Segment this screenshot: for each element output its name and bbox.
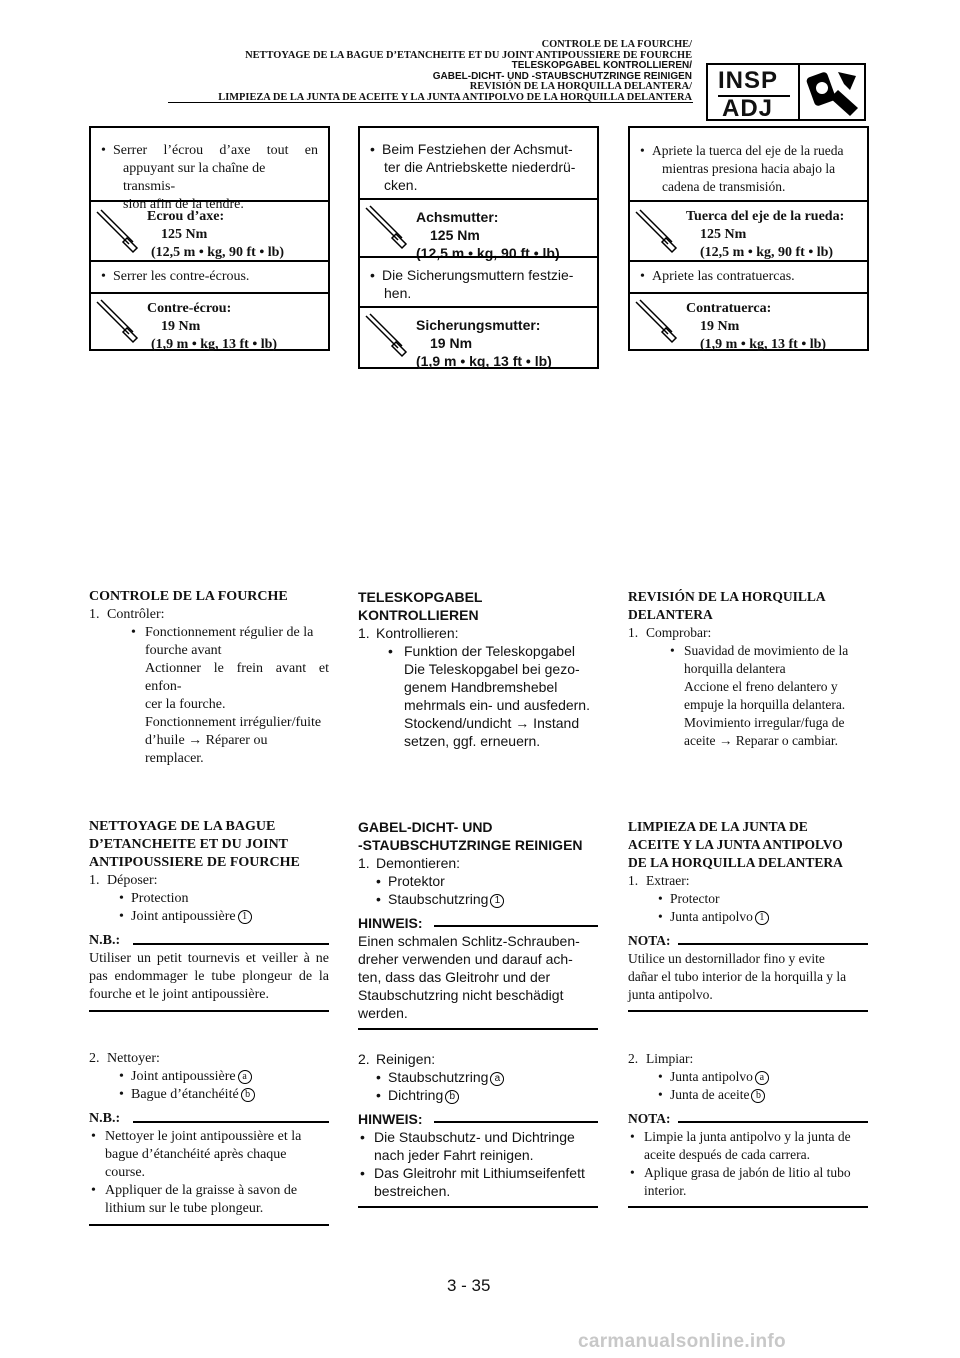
callout-b: b bbox=[445, 1090, 459, 1104]
header-line: LIMPIEZA DE LA JUNTA DE ACEITE Y LA JUNTA ANTIPOLVO DE LA HORQUILLA DELANTERA bbox=[218, 91, 692, 103]
torque-instruction: • Serrer l’écrou d’axe tout en appuyant sur la chaîne de transmis- sion afin de la tendre. bbox=[91, 142, 328, 214]
header-line: TELESKOPGABEL KONTROLLIEREN/ bbox=[511, 60, 692, 72]
note-heading: HINWEIS: bbox=[358, 1111, 423, 1127]
callout-1: 1 bbox=[490, 894, 504, 908]
torque-spec: Sicherungsmutter: 19 Nm (1,9 m • kg, 13 ft • lb) bbox=[416, 317, 552, 369]
check-section-fr: CONTROLE DE LA FOURCHE 1. Contrôler: • Fonctionnement régulier de la fourche avant Actionner le frein avant et enfon- cer la fourche. Fonctionnement irrégulier/fuite d’huile → Réparer ou remplacer. bbox=[89, 589, 329, 766]
list-item: Protector bbox=[670, 891, 720, 906]
header-line: GABEL-DICHT- UND -STAUBSCHUTZRINGE REINIGEN bbox=[432, 70, 692, 82]
badge-separator bbox=[798, 65, 800, 119]
clean-section-de: GABEL-DICHT- UND -STAUBSCHUTZRINGE REINIGEN 1. Demontieren: • Protektor • Staubschutzring 1 HINWEIS: Einen schmalen Schlitz-Schrauben- dreher verwenden und darauf ach- ten, dass das Gleitrohr und der Staubschutzring nicht beschädigt werden. 2. Reinigen: • Staubschutzring a • Dichtring b HINWEIS: • Die Staubschutz- und Dichtringe nach jeder Fahrt reinigen. • Das Gleitrohr mit Lithiumseifenfett bestreichen. bbox=[358, 818, 598, 1208]
torque-instruction: • Apriete la tuerca del eje de la rueda mientras presiona hacia abajo la cadena de transmisión. bbox=[630, 142, 867, 196]
torque-box-es bbox=[628, 126, 869, 351]
check-section-de: TELESKOPGABEL KONTROLLIEREN 1. Kontrollieren: • Funktion der Teleskopgabel Die Teleskopgabel bei gezo- genem Handbremshebel mehrmals ein- und ausfedern. Stockend/undicht → Instand setzen, ggf. erneuern. bbox=[358, 588, 598, 750]
list-item: Junta antipolvo bbox=[670, 909, 753, 924]
list-item: Protection bbox=[131, 891, 189, 906]
torque-instruction: • Beim Festziehen der Achsmut- ter die Antriebskette niederdrü- cken. bbox=[360, 140, 597, 194]
header-rule bbox=[168, 102, 693, 103]
torque-wrench-icon bbox=[634, 208, 682, 254]
torque-box-de bbox=[358, 126, 599, 369]
note-heading: NOTA: bbox=[628, 1111, 671, 1126]
torque-wrench-icon bbox=[95, 208, 143, 254]
torque-box-fr bbox=[89, 126, 330, 351]
list-item: Staubschutzring bbox=[388, 1069, 489, 1085]
header-line: CONTROLE DE LA FOURCHE/ bbox=[541, 39, 692, 50]
list-item: Protektor bbox=[388, 873, 445, 889]
note-rule bbox=[89, 1010, 329, 1012]
step-label: Contrôler: bbox=[107, 607, 165, 622]
page-header bbox=[218, 40, 692, 104]
step-label: Kontrollieren: bbox=[376, 625, 459, 641]
torque-instruction: • Apriete las contratuercas. bbox=[630, 268, 867, 286]
clean-section-es: LIMPIEZA DE LA JUNTA DE ACEITE Y LA JUNTA ANTIPOLVO DE LA HORQUILLA DELANTERA 1. Extraer: • Protector • Junta antipolvo 1 NOTA: Utilice un destornillador fino y evite dañar el tubo interior de la horquilla y la junta antipolvo. 2. Limpiar: • Junta antipolvo a • Junta de aceite b NOTA: • Limpie la junta antipolvo y la junta de aceite después de cada carrera. • Aplique grasa de jabón de litio al tubo interior. bbox=[628, 818, 868, 1208]
check-section-es: REVISIÓN DE LA HORQUILLA DELANTERA 1. Comprobar: • Suavidad de movimiento de la horquilla delantera Accione el freno delantero y empuje la horquilla delantera. Movimiento irregular/fuga de aceite → Reparar o cambiar. bbox=[628, 588, 868, 750]
note-text: Utiliser un petit tournevis et veiller à ne pas endommager le tube plongeur de la fourche et le joint antipoussière. bbox=[89, 951, 329, 1002]
list-item: Staubschutzring bbox=[388, 891, 489, 907]
note-heading: HINWEIS: bbox=[358, 915, 423, 931]
callout-b: b bbox=[241, 1088, 255, 1102]
badge-insp: INSP bbox=[718, 67, 779, 94]
section-badge bbox=[706, 63, 866, 121]
torque-wrench-icon bbox=[95, 298, 143, 344]
list-item: Junta antipolvo bbox=[670, 1069, 753, 1084]
header-line: REVISIÓN DE LA HORQUILLA DELANTERA/ bbox=[469, 81, 692, 93]
section-title: LIMPIEZA DE LA JUNTA DE bbox=[628, 819, 808, 834]
list-item: Bague d’étanchéité bbox=[131, 1087, 239, 1102]
list-item: Joint antipoussière bbox=[131, 909, 236, 924]
list-item: Funktion der Teleskopgabel bbox=[404, 643, 575, 659]
list-item: Dichtring bbox=[388, 1087, 444, 1103]
torque-spec: Contratuerca: 19 Nm (1,9 m • kg, 13 ft • lb) bbox=[686, 301, 827, 352]
section-title: CONTROLE DE LA FOURCHE bbox=[89, 589, 288, 604]
page-number: 3 - 35 bbox=[447, 1276, 491, 1295]
note-rule bbox=[628, 1206, 868, 1208]
callout-a: a bbox=[238, 1070, 252, 1084]
section-title: NETTOYAGE DE LA BAGUE bbox=[89, 819, 276, 834]
note-text: • Limpie la junta antipolvo y la junta de aceite después de cada carrera. • Aplique grasa de jabón de litio al tubo interior. bbox=[630, 1129, 851, 1198]
list-item: Joint antipoussière bbox=[131, 1069, 236, 1084]
note-rule bbox=[358, 1028, 598, 1030]
note-rule bbox=[89, 1224, 329, 1226]
callout-b: b bbox=[751, 1089, 765, 1103]
torque-wrench-icon bbox=[364, 312, 412, 358]
note-rule bbox=[358, 1206, 598, 1208]
torque-spec: Achsmutter: 125 Nm (12,5 m • kg, 90 ft • lb) bbox=[416, 209, 560, 261]
list-item: Fonctionnement régulier de la bbox=[145, 625, 314, 640]
torque-spec: Tuerca del eje de la rueda: 125 Nm (12,5 m • kg, 90 ft • lb) bbox=[686, 209, 845, 260]
note-rule bbox=[628, 1010, 868, 1012]
note-text: • Nettoyer le joint antipoussière et la bague d’étanchéité après chaque course. • Appliquer de la graisse à savon de lithium sur le tube plongeur. bbox=[91, 1129, 302, 1216]
torque-wrench-icon bbox=[364, 204, 412, 250]
step-label: Comprobar: bbox=[646, 625, 712, 640]
note-heading: N.B.: bbox=[89, 1111, 121, 1126]
section-title: GABEL-DICHT- UND bbox=[358, 819, 493, 835]
note-heading: N.B.: bbox=[89, 933, 121, 948]
list-item: Suavidad de movimiento de la bbox=[684, 643, 849, 658]
torque-spec: Contre-écrou: 19 Nm (1,9 m • kg, 13 ft • lb) bbox=[147, 301, 278, 352]
torque-instruction: • Die Sicherungsmuttern festzie- hen. bbox=[360, 266, 597, 302]
section-title: TELESKOPGABEL bbox=[358, 589, 483, 605]
wrench-icon bbox=[804, 68, 862, 118]
badge-adj: ADJ bbox=[722, 95, 774, 122]
torque-instruction: • Serrer les contre-écrous. bbox=[91, 268, 328, 286]
header-line: NETTOYAGE DE LA BAGUE D’ETANCHEITE ET DU JOINT ANTIPOUSSIERE DE FOURCHE bbox=[245, 49, 692, 61]
section-title: REVISIÓN DE LA HORQUILLA bbox=[628, 589, 826, 604]
note-text: Einen schmalen Schlitz-Schrauben- dreher verwenden und darauf ach- ten, dass das Gleitrohr und der Staubschutzring nicht beschädigt werden. bbox=[358, 933, 580, 1021]
watermark: carmanualsonline.info bbox=[578, 1331, 786, 1352]
clean-section-fr: NETTOYAGE DE LA BAGUE D’ETANCHEITE ET DU JOINT ANTIPOUSSIERE DE FOURCHE 1. Déposer: • Protection • Joint antipoussière 1 N.B.: Utiliser un petit tournevis et veiller à ne pas endommager le tube plongeur de la fourche et le joint antipoussière. 2. Nettoyer: • Joint antipoussière a • Bague d’étanchéité b N.B.: • Nettoyer le joint antipoussière et la bague d’étanchéité après chaque course. • Appliquer de la graisse à savon de lithium sur le tube plongeur. bbox=[89, 818, 329, 1226]
callout-a: a bbox=[755, 1071, 769, 1085]
torque-spec: Ecrou d’axe: 125 Nm (12,5 m • kg, 90 ft • lb) bbox=[147, 209, 285, 260]
callout-a: a bbox=[490, 1072, 504, 1086]
callout-1: 1 bbox=[755, 911, 769, 925]
callout-1: 1 bbox=[238, 910, 252, 924]
list-item: Junta de aceite bbox=[670, 1087, 750, 1102]
note-heading: NOTA: bbox=[628, 933, 671, 948]
torque-wrench-icon bbox=[634, 298, 682, 344]
note-text: Utilice un destornillador fino y evite dañar el tubo interior de la horquilla y la junta antipolvo. bbox=[628, 951, 847, 1002]
note-text: • Die Staubschutz- und Dichtringe nach jeder Fahrt reinigen. • Das Gleitrohr mit Lithiumseifenfett bestreichen. bbox=[360, 1129, 585, 1199]
